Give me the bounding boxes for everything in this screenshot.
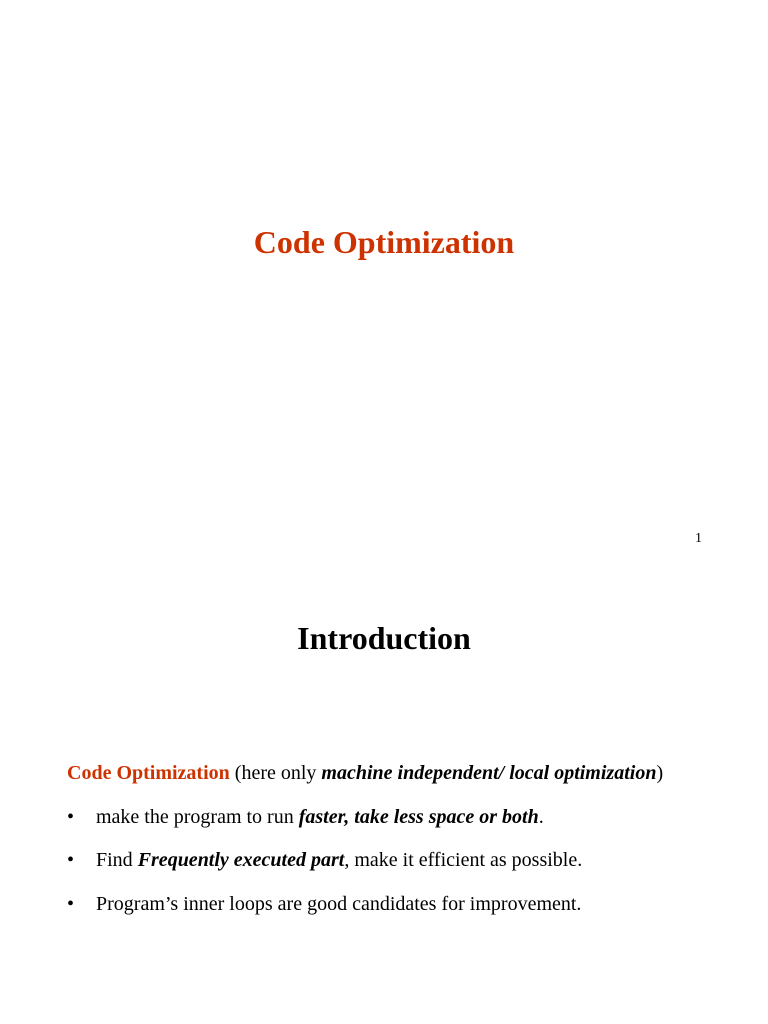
bullet-text-pre: Find [96, 849, 138, 871]
page-number: 1 [695, 531, 702, 546]
bullet-marker: • [67, 893, 75, 915]
bullet-marker: • [67, 849, 75, 871]
bullet-item [67, 891, 581, 917]
intro-pre: (here only [229, 762, 322, 784]
slide-2 [0, 560, 768, 1024]
bullet-item [67, 804, 544, 830]
intro-emphasis: machine independent/ local optimization [321, 762, 657, 784]
bullet-item [67, 847, 582, 873]
intro-line [67, 760, 663, 786]
slide-heading: Introduction [297, 620, 471, 656]
bullet-text-post: , make it efficient as possible. [344, 849, 583, 871]
bullet-emphasis: faster, take less space or both [298, 806, 539, 828]
bullet-emphasis: Frequently executed part [137, 849, 345, 871]
bullet-text: Program’s inner loops are good candidates for improvement. [96, 893, 582, 915]
intro-term: Code Optimization [67, 762, 230, 784]
intro-post: ) [656, 762, 664, 784]
slide-title: Code Optimization [253, 224, 515, 260]
bullet-text-post: . [538, 806, 544, 828]
bullet-marker: • [67, 806, 75, 828]
bullet-text-pre: make the program to run [96, 806, 299, 828]
